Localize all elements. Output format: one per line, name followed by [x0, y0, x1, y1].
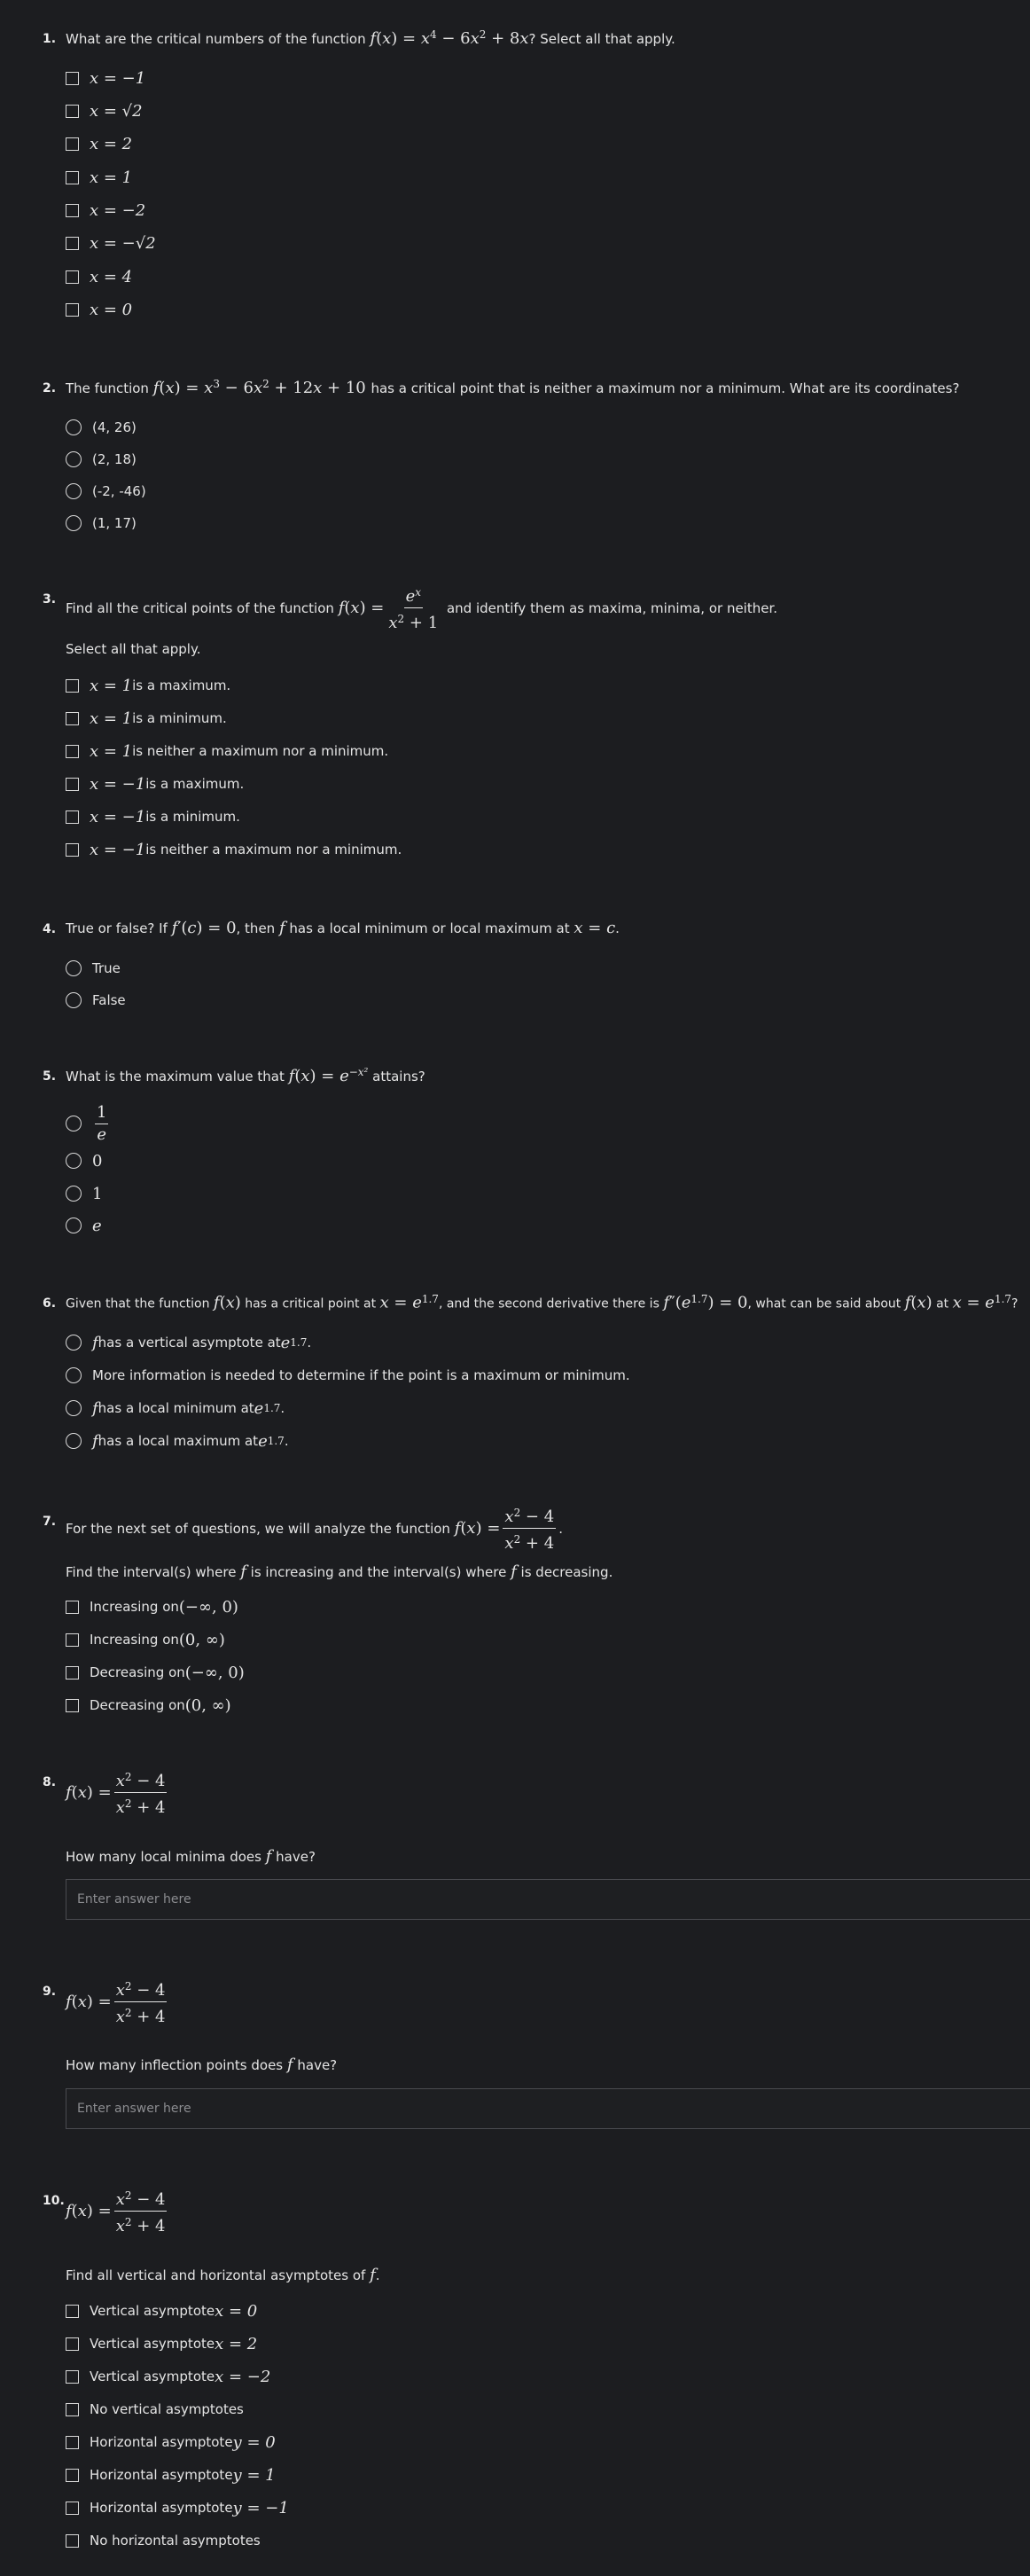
- question-text: Given that the function f(x) has a critical point at $x = e^{1.7}$, and the second derivative there is $f''(e^{1.7}) = 0$, what can be said about f(x) at $x = e^{1.7}$?: [66, 1293, 1018, 1312]
- checkbox-option[interactable]: x = 1 is a minimum.: [66, 708, 227, 729]
- radio-button[interactable]: [66, 1116, 82, 1131]
- checkbox[interactable]: [66, 105, 79, 118]
- checkbox-option[interactable]: x = −1: [66, 67, 145, 89]
- radio-button[interactable]: [66, 1335, 82, 1351]
- question-text: For the next set of questions, we will analyze the function f ( x ) = $\frac{x^2 - 4}{x^2 + 4}$ .: [66, 1504, 563, 1553]
- checkbox[interactable]: [66, 1601, 79, 1614]
- checkbox[interactable]: [66, 204, 79, 217]
- checkbox-option[interactable]: x = −2: [66, 200, 145, 221]
- checkbox[interactable]: [66, 2534, 79, 2548]
- radio-option[interactable]: More information is needed to determine if the point is a maximum or minimum.: [66, 1365, 630, 1386]
- radio-option[interactable]: 1: [66, 1183, 102, 1204]
- radio-button[interactable]: [66, 1400, 82, 1416]
- radio-button[interactable]: [66, 1433, 82, 1449]
- radio-button[interactable]: [66, 1153, 82, 1169]
- question-number: 5.: [43, 1069, 57, 1084]
- checkbox[interactable]: [66, 1633, 79, 1647]
- question-10-prompt: Find all vertical and horizontal asymptotes of f.: [66, 2266, 380, 2284]
- function-display: f ( x ) = $\frac{x^2 - 4}{x^2 + 4}$: [66, 1768, 169, 1817]
- radio-option[interactable]: False: [66, 990, 126, 1011]
- checkbox[interactable]: [66, 2469, 79, 2482]
- checkbox-option[interactable]: x = −√2: [66, 232, 156, 254]
- checkbox[interactable]: [66, 2502, 79, 2515]
- checkbox[interactable]: [66, 137, 79, 151]
- radio-option[interactable]: [66, 1102, 111, 1144]
- checkbox[interactable]: [66, 2436, 79, 2449]
- question-number: 10.: [43, 2194, 65, 2208]
- radio-button[interactable]: [66, 992, 82, 1008]
- checkbox[interactable]: [66, 303, 79, 317]
- radio-option[interactable]: True: [66, 958, 121, 979]
- radio-button[interactable]: [66, 451, 82, 467]
- select-all-note: Select all that apply.: [66, 641, 201, 657]
- checkbox-option[interactable]: x = −1 is a maximum.: [66, 773, 244, 795]
- checkbox-option[interactable]: Increasing on (−∞, 0): [66, 1596, 238, 1617]
- checkbox-option[interactable]: No horizontal asymptotes: [66, 2530, 261, 2551]
- question-number: 1.: [43, 32, 57, 46]
- checkbox-option[interactable]: x = √2: [66, 100, 143, 121]
- checkbox[interactable]: [66, 2403, 79, 2416]
- checkbox-option[interactable]: x = 1: [66, 167, 132, 188]
- checkbox[interactable]: [66, 2370, 79, 2384]
- question-7-subtext: Find the interval(s) where f is increasing and the interval(s) where f is decreasing.: [66, 1562, 613, 1581]
- checkbox[interactable]: [66, 810, 79, 824]
- radio-option[interactable]: f has a local maximum at e 1.7 .: [66, 1430, 289, 1452]
- checkbox-option[interactable]: x = 4: [66, 266, 132, 287]
- checkbox-option[interactable]: Horizontal asymptote y = 0: [66, 2431, 276, 2453]
- checkbox-option[interactable]: x = 1 is a maximum.: [66, 675, 230, 696]
- checkbox[interactable]: [66, 2305, 79, 2318]
- question-text: What is the maximum value that $f(x) = e^{-x^2}$ attains?: [66, 1066, 425, 1085]
- question-number: 6.: [43, 1296, 57, 1311]
- checkbox-option[interactable]: x = 2: [66, 133, 132, 154]
- checkbox[interactable]: [66, 712, 79, 725]
- question-8-prompt: How many local minima does f have?: [66, 1847, 316, 1866]
- question-number: 7.: [43, 1515, 57, 1529]
- function-display: f ( x ) = $\frac{x^2 - 4}{x^2 + 4}$: [66, 1977, 169, 2026]
- checkbox-option[interactable]: Decreasing on (0, ∞): [66, 1695, 231, 1716]
- checkbox[interactable]: [66, 778, 79, 791]
- radio-option[interactable]: (2, 18): [66, 449, 137, 470]
- checkbox-option[interactable]: Vertical asymptote x = −2: [66, 2366, 270, 2387]
- radio-button[interactable]: [66, 1186, 82, 1202]
- radio-button[interactable]: [66, 419, 82, 435]
- checkbox-option[interactable]: Increasing on (0, ∞): [66, 1629, 225, 1650]
- question-number: 2.: [43, 381, 57, 395]
- checkbox[interactable]: [66, 843, 79, 857]
- question-text: The function $f(x) = x^3 - 6x^2 + 12x + 10$ has a critical point that is neither a maximum nor a minimum. What are its coordinates?: [66, 378, 960, 397]
- question-number: 9.: [43, 1985, 57, 1999]
- checkbox-option[interactable]: Horizontal asymptote y = 1: [66, 2464, 276, 2486]
- checkbox-option[interactable]: No vertical asymptotes: [66, 2399, 244, 2420]
- question-text: What are the critical numbers of the function $f(x) = x^4 - 6x^2 + 8x$? Select all that apply.: [66, 28, 675, 48]
- radio-button[interactable]: [66, 960, 82, 976]
- checkbox-option[interactable]: x = −1 is a minimum.: [66, 806, 240, 827]
- checkbox[interactable]: [66, 72, 79, 85]
- checkbox[interactable]: [66, 237, 79, 250]
- radio-button[interactable]: [66, 483, 82, 499]
- checkbox-option[interactable]: Horizontal asymptote y = −1: [66, 2497, 289, 2518]
- checkbox-option[interactable]: x = 1 is neither a maximum nor a minimum.: [66, 740, 388, 762]
- question-text: True or false? If f′(c) = 0, then f has a local minimum or local maximum at x = c.: [66, 919, 620, 937]
- question-number: 3.: [43, 592, 57, 607]
- function-display: f ( x ) = $\frac{x^2 - 4}{x^2 + 4}$: [66, 2187, 169, 2235]
- checkbox[interactable]: [66, 171, 79, 184]
- radio-button[interactable]: [66, 1218, 82, 1233]
- checkbox[interactable]: [66, 1699, 79, 1712]
- question-number: 8.: [43, 1775, 57, 1789]
- question-number: 4.: [43, 922, 57, 936]
- radio-option[interactable]: (-2, -46): [66, 481, 146, 502]
- radio-option[interactable]: (1, 17): [66, 513, 137, 534]
- radio-option[interactable]: f has a vertical asymptote at e 1.7 .: [66, 1332, 311, 1353]
- checkbox-option[interactable]: x = −1 is neither a maximum nor a minimum.: [66, 839, 402, 860]
- answer-input[interactable]: Enter answer here: [66, 2088, 1030, 2129]
- fraction-one-over-e: $\frac{1}{e}$: [97, 1102, 107, 1144]
- checkbox[interactable]: [66, 2337, 79, 2351]
- radio-option[interactable]: e: [66, 1215, 102, 1236]
- radio-button[interactable]: [66, 515, 82, 531]
- radio-option[interactable]: 0: [66, 1150, 102, 1171]
- radio-option[interactable]: (4, 26): [66, 417, 137, 438]
- checkbox[interactable]: [66, 1666, 79, 1679]
- radio-option[interactable]: f has a local minimum at e 1.7 .: [66, 1398, 285, 1419]
- question-9-prompt: How many inflection points does f have?: [66, 2055, 338, 2074]
- checkbox-option[interactable]: Decreasing on (−∞, 0): [66, 1662, 245, 1683]
- checkbox-option[interactable]: x = 0: [66, 299, 132, 320]
- checkbox-option[interactable]: Vertical asymptote x = 0: [66, 2300, 257, 2322]
- checkbox[interactable]: [66, 745, 79, 758]
- question-text: Find all the critical points of the function f ( x ) = $\frac{e^x}{x^2 + 1}$ and identify them as maxima, minima, or neither.: [66, 583, 777, 632]
- radio-button[interactable]: [66, 1367, 82, 1383]
- answer-input[interactable]: Enter answer here: [66, 1879, 1030, 1920]
- checkbox[interactable]: [66, 270, 79, 284]
- checkbox[interactable]: [66, 679, 79, 693]
- checkbox-option[interactable]: Vertical asymptote x = 2: [66, 2333, 257, 2354]
